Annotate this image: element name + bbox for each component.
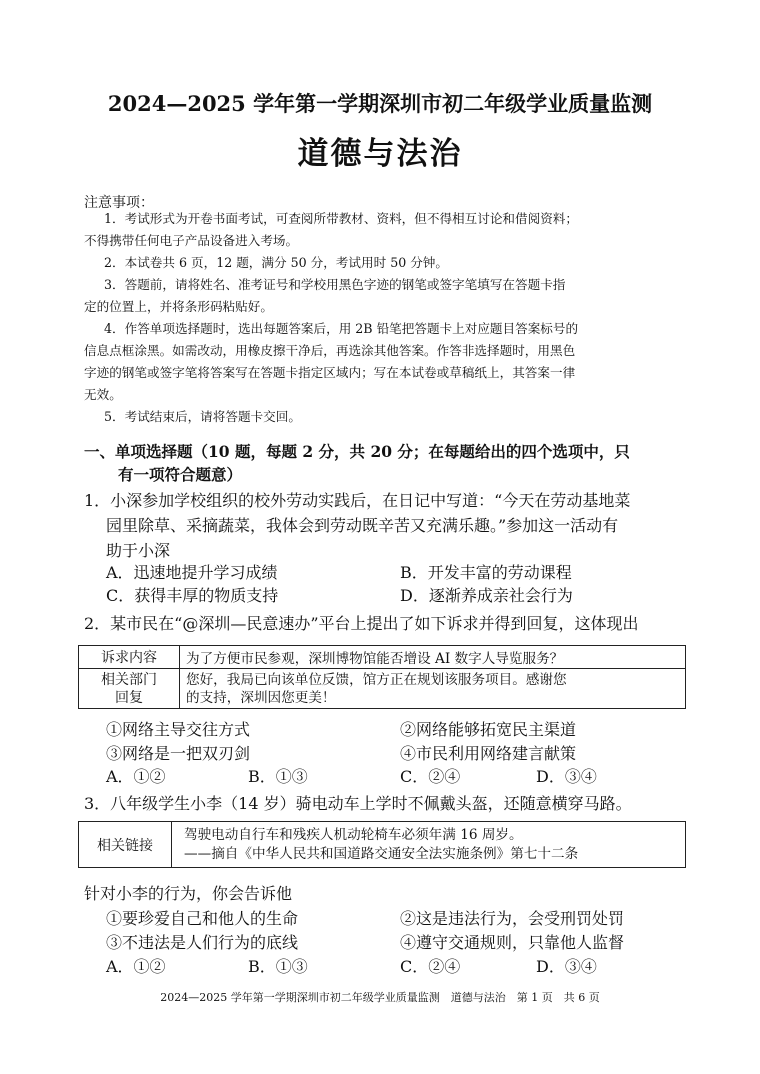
- q2-stem: 2．某市民在“@深圳—民意速办”平台上提出了如下诉求并得到回复，这体现出: [84, 614, 639, 633]
- note-line: 5．考试结束后，请将答题卡交回。: [104, 409, 301, 424]
- q3-statement: ①要珍爱自己和他人的生命: [106, 909, 299, 928]
- q1-stem: 园里除草、采摘蔬菜，我体会到劳动既辛苦又充满乐趣。”参加这一活动有: [106, 516, 619, 535]
- q2-table-content: [180, 669, 686, 709]
- q2-option-a[interactable]: A．①②: [106, 767, 166, 786]
- section-heading-cont: 有一项符合题意）: [118, 465, 243, 484]
- q3-statement: ③不违法是人们行为的底线: [106, 933, 299, 952]
- q3-prompt: 针对小李的行为，你会告诉他: [84, 884, 293, 903]
- q2-option-d[interactable]: D．③④: [536, 767, 597, 786]
- q2-table-content-line: 的支持，深圳因您更美！: [186, 689, 336, 706]
- q2-table-label-line: 相关部门: [101, 671, 157, 688]
- q3-link-content: [172, 822, 686, 868]
- note-line: 2．本试卷共 6 页，12 题，满分 50 分，考试用时 50 分钟。: [104, 255, 448, 270]
- q2-statement: ②网络能够拓宽民主渠道: [400, 720, 577, 739]
- note-line: 1．考试形式为开卷书面考试，可查阅所带教材、资料，但不得相互讨论和借阅资料；: [104, 211, 578, 226]
- page-footer: 2024—2025 学年第一学期深圳市初二年级学业质量监测 道德与法治 第 1 页 共 6 页: [160, 991, 600, 1004]
- q3-option-c[interactable]: C．②④: [400, 957, 461, 976]
- q3-option-b[interactable]: B．①③: [248, 957, 308, 976]
- q3-link-line: ——摘自《中华人民共和国道路交通安全法实施条例》第七十二条: [184, 845, 579, 862]
- note-line: 无效。: [84, 387, 122, 402]
- note-line: 字迹的钢笔或签字笔将答案写在答题卡指定区域内；写在本试卷或草稿纸上，其答案一律: [84, 365, 576, 380]
- q2-option-b[interactable]: B．①③: [248, 767, 308, 786]
- q1-option-c[interactable]: C．获得丰厚的物质支持: [106, 586, 279, 605]
- q2-table-label-line: 回复: [115, 689, 143, 706]
- q2-table-label: 诉求内容: [79, 646, 180, 669]
- q2-statement: ③网络是一把双刃剑: [106, 744, 251, 763]
- note-line: 信息点框涂黑。如需改动，用橡皮擦干净后，再选涂其他答案。作答非选择题时，用黑色: [84, 343, 576, 358]
- exam-title: 2024—2025 学年第一学期深圳市初二年级学业质量监测: [107, 91, 653, 116]
- q3-stem: 3．八年级学生小李（14 岁）骑电动车上学时不佩戴头盔，还随意横穿马路。: [84, 794, 632, 813]
- q1-option-d[interactable]: D．逐渐养成亲社会行为: [400, 586, 573, 605]
- q3-statement: ②这是违法行为，会受刑罚处罚: [400, 909, 625, 928]
- q2-table-label: [79, 669, 180, 709]
- q2-table-content-line: 您好，我局已向该单位反馈，馆方正在规划该服务项目。感谢您: [186, 671, 567, 688]
- q2-statement: ①网络主导交往方式: [106, 720, 251, 739]
- q2-table: [78, 645, 686, 709]
- subject-title: 道德与法治: [297, 136, 463, 172]
- section-heading: 一、单项选择题（10 题，每题 2 分，共 20 分；在每题给出的四个选项中，只: [84, 442, 630, 461]
- q2-table-content: 为了方便市民参观，深圳博物馆能否增设 AI 数字人导览服务？: [180, 646, 686, 669]
- q3-option-d[interactable]: D．③④: [536, 957, 597, 976]
- q1-option-b[interactable]: B．开发丰富的劳动课程: [400, 563, 572, 582]
- q3-link-label: 相关链接: [79, 822, 172, 868]
- q1-option-a[interactable]: A．迅速地提升学习成绩: [106, 563, 278, 582]
- note-line: 3．答题前，请将姓名、准考证号和学校用黑色字迹的钢笔或签字笔填写在答题卡指: [104, 277, 566, 292]
- q1-stem: 1．小深参加学校组织的校外劳动实践后，在日记中写道：“今天在劳动基地菜: [84, 491, 631, 510]
- q1-stem: 助于小深: [106, 541, 171, 560]
- q2-option-c[interactable]: C．②④: [400, 767, 461, 786]
- q3-option-a[interactable]: A．①②: [106, 957, 166, 976]
- note-line: 定的位置上，并将条形码粘贴好。: [84, 299, 273, 314]
- note-line: 4．作答单项选择题时，选出每题答案后，用 2B 铅笔把答题卡上对应题目答案标号的: [104, 321, 579, 336]
- q3-statement: ④遵守交通规则，只靠他人监督: [400, 933, 625, 952]
- q3-link-line: 驾驶电动自行车和残疾人机动轮椅车必须年满 16 周岁。: [184, 826, 523, 843]
- note-line: 不得携带任何电子产品设备进入考场。: [84, 233, 299, 248]
- q3-link-box: [78, 821, 686, 868]
- q2-statement: ④市民利用网络建言献策: [400, 744, 577, 763]
- notes-heading: 注意事项：: [84, 195, 154, 211]
